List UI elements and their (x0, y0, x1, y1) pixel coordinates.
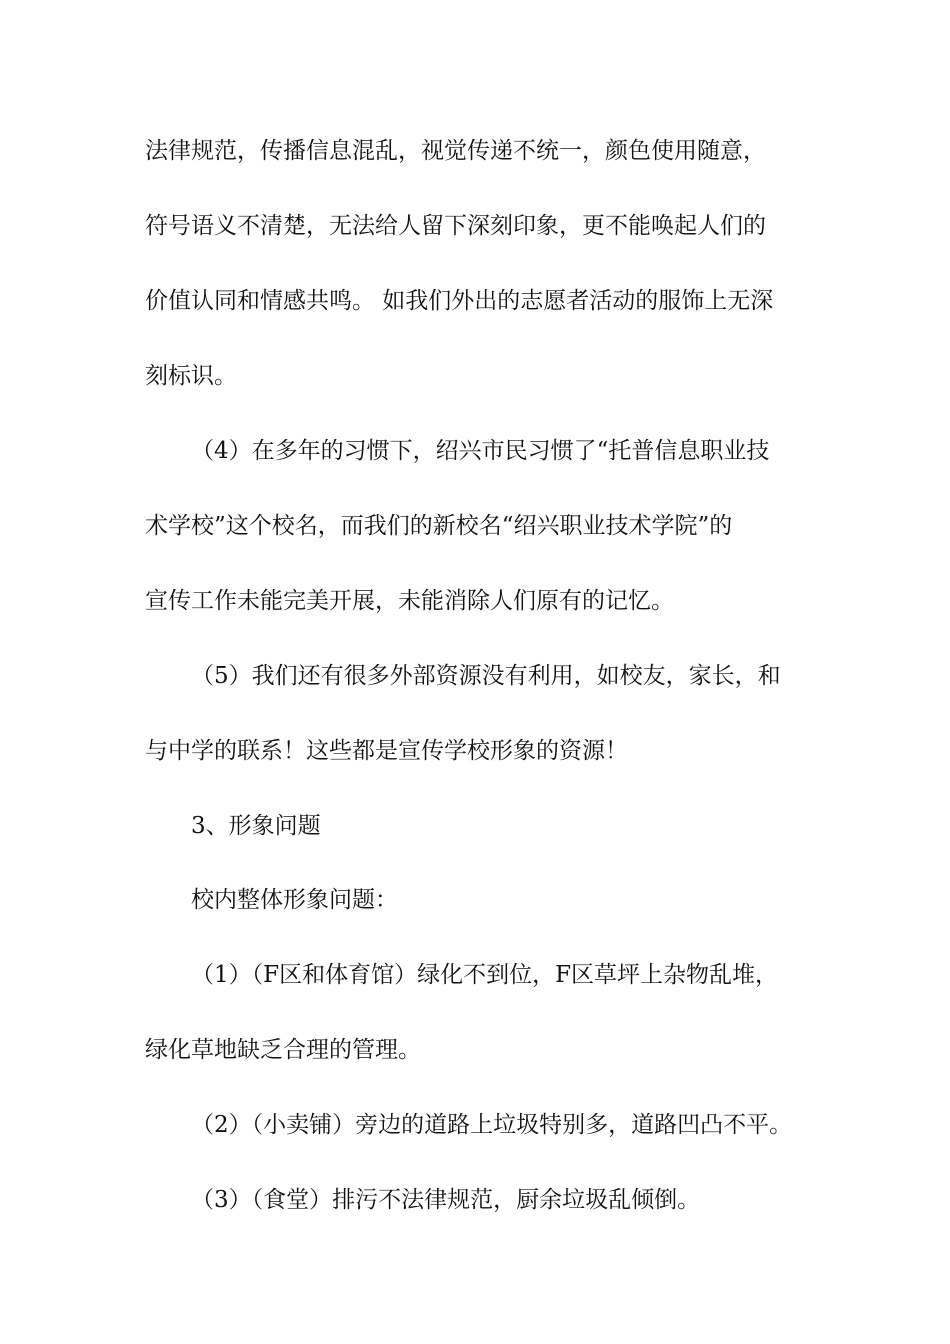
text-line: （3）（食堂）排污不法律规范，厨余垃圾乱倾倒。 (191, 1187, 701, 1213)
text-line: （2）（小卖铺）旁边的道路上垃圾特别多，道路凹凸不平。 (191, 1112, 793, 1138)
text-line: （4）在多年的习惯下，绍兴市民习惯了“托普信息职业技 (191, 438, 770, 464)
text-line: 术学校”这个校名，而我们的新校名“绍兴职业技术学院”的 (145, 513, 733, 539)
text-line: 符号语义不清楚，无法给人留下深刻印象，更不能唤起人们的 (145, 213, 766, 239)
text-line: （5）我们还有很多外部资源没有利用，如校友，家长，和 (191, 663, 781, 689)
text-line: 与中学的联系！这些都是宣传学校形象的资源！ (145, 738, 628, 764)
section-heading: 3、形象问题 (191, 813, 321, 839)
text-line: 法律规范，传播信息混乱，视觉传递不统一，颜色使用随意， (145, 138, 766, 164)
text-line: （1）（F区和体育馆）绿化不到位，F区草坪上杂物乱堆， (191, 962, 779, 988)
text-line: 宣传工作未能完美开展，未能消除人们原有的记忆。 (145, 588, 674, 614)
text-line: 绿化草地缺乏合理的管理。 (145, 1037, 421, 1063)
text-line: 价值认同和情感共鸣。 如我们外出的志愿者活动的服饰上无深 (145, 288, 774, 314)
text-line: 校内整体形象问题： (191, 887, 398, 913)
text-line: 刻标识。 (145, 363, 237, 389)
